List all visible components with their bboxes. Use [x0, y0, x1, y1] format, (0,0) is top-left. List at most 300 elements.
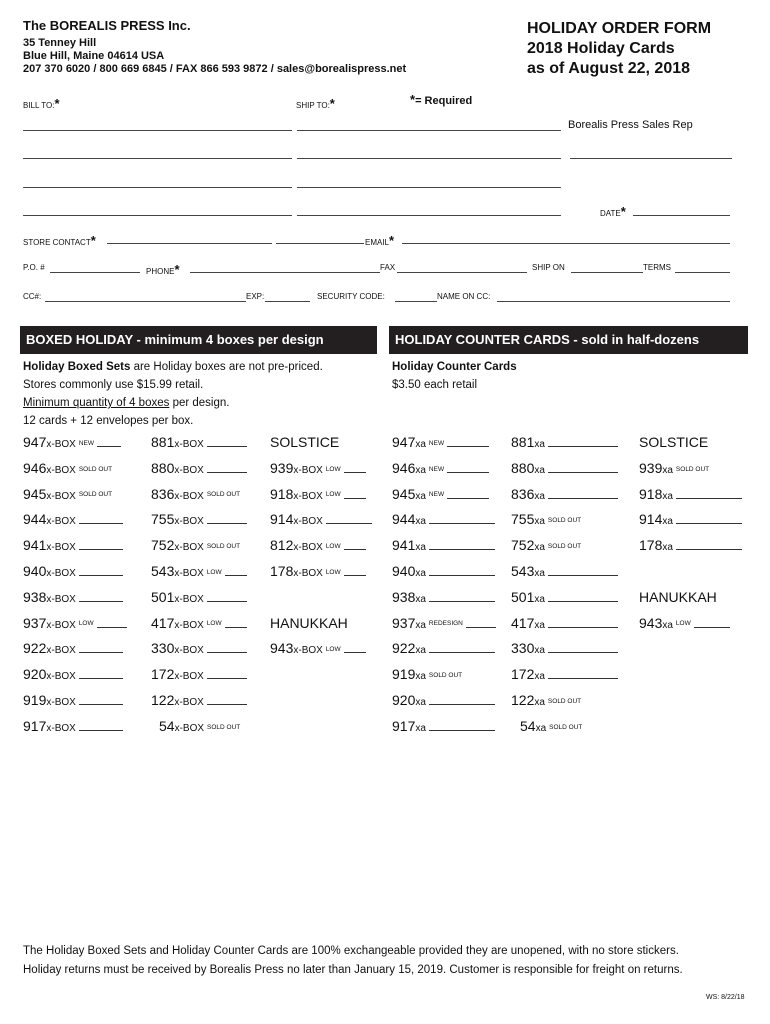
counter-item — [511, 511, 584, 527]
counter-item — [511, 692, 584, 708]
item-code: 944 — [392, 511, 416, 528]
counter-item — [639, 460, 712, 476]
item-suffix: x-BOX — [174, 593, 204, 605]
item-suffix: xa — [415, 697, 426, 708]
boxed-item — [151, 460, 247, 476]
item-suffix: x-BOX — [293, 542, 323, 554]
collection-heading: HANUKKAH — [639, 588, 717, 605]
item-suffix: x-BOX — [293, 464, 323, 476]
item-suffix: xa — [534, 645, 545, 657]
fax-field[interactable] — [397, 272, 527, 273]
counter-section-header: HOLIDAY COUNTER CARDS - sold in half-dozens — [389, 326, 748, 354]
ship-on-label: SHIP ON — [532, 263, 565, 272]
quantity-field[interactable] — [225, 565, 247, 576]
counter-item — [392, 563, 495, 579]
quantity-field[interactable] — [548, 488, 618, 499]
item-suffix: xa — [534, 568, 545, 579]
counter-item — [392, 666, 465, 682]
boxed-item — [151, 692, 247, 708]
item-code: 938 — [392, 588, 416, 605]
security-field[interactable] — [395, 301, 437, 302]
item-suffix: xa — [662, 516, 673, 528]
sales-rep-label: Borealis Press Sales Rep — [568, 119, 693, 131]
item-suffix: xa — [534, 464, 545, 476]
quantity-field[interactable] — [548, 617, 618, 628]
item-suffix: x-BOX — [174, 490, 204, 502]
item-code: 919 — [23, 692, 47, 708]
quantity-field[interactable] — [207, 462, 247, 473]
item-code: 752 — [151, 537, 175, 554]
item-status-note: SOLD OUT — [206, 542, 241, 550]
bill-to-line-4[interactable] — [23, 215, 292, 216]
item-code: 812 — [270, 537, 294, 554]
item-code: 937 — [392, 614, 416, 631]
item-suffix: xa — [534, 671, 545, 683]
boxed-intro: Holiday Boxed Sets are Holiday boxes are not pre-priced. Stores commonly use $15.99 retail. Minimum quantity of 4 boxes per design. 12 cards + 12 envelopes per box. — [23, 361, 323, 427]
exp-field[interactable] — [265, 301, 310, 302]
item-code: 947 — [23, 434, 47, 450]
company-address-line1: 35 Tenney Hill — [23, 37, 97, 49]
quantity-field[interactable] — [429, 539, 495, 550]
counter-item — [639, 486, 742, 502]
item-suffix: xa — [662, 619, 673, 631]
form-title: HOLIDAY ORDER FORM — [527, 20, 712, 37]
boxed-item — [23, 692, 123, 708]
item-suffix: x-BOX — [174, 619, 204, 631]
item-code: 940 — [23, 563, 47, 579]
item-suffix: x-BOX — [46, 439, 76, 450]
item-suffix: x-BOX — [174, 697, 204, 708]
counter-item — [511, 589, 618, 605]
quantity-field[interactable] — [79, 694, 123, 705]
quantity-field[interactable] — [207, 694, 247, 705]
quantity-field[interactable] — [207, 668, 247, 679]
boxed-item — [23, 718, 123, 734]
store-contact-field[interactable] — [107, 243, 272, 244]
item-status-note: NEW — [428, 491, 445, 499]
item-code: 947 — [392, 434, 416, 450]
item-code: 946 — [23, 459, 47, 476]
fax-label: FAX — [380, 263, 396, 272]
quantity-field[interactable] — [548, 591, 618, 602]
boxed-item — [151, 511, 247, 527]
item-suffix: x-BOX — [46, 568, 76, 579]
phone-label: PHONE* — [146, 262, 180, 277]
item-status-note: SOLD OUT — [549, 723, 583, 731]
boxed-item — [151, 640, 247, 656]
item-suffix: xa — [415, 593, 426, 605]
form-subtitle: 2018 Holiday Cards — [527, 40, 675, 57]
item-code: 178 — [270, 563, 294, 579]
counter-item — [511, 460, 618, 476]
date-label: DATE* — [600, 204, 626, 219]
item-code: 881 — [151, 434, 175, 450]
footer-line-2: Holiday returns must be received by Borealis Press no later than January 15, 2019. Customer is responsible for freight on returns. — [23, 964, 683, 976]
item-code: 945 — [23, 485, 47, 502]
ship-to-line-4[interactable] — [297, 215, 561, 216]
quantity-field[interactable] — [326, 513, 372, 524]
counter-item — [520, 718, 585, 734]
item-code: 939 — [639, 459, 663, 476]
quantity-field[interactable] — [225, 617, 247, 628]
item-suffix: x-BOX — [46, 593, 76, 605]
counter-item — [639, 511, 742, 527]
item-suffix: xa — [415, 490, 426, 502]
collection-heading: SOLSTICE — [639, 434, 709, 450]
item-code: 755 — [151, 511, 175, 528]
ship-to-label: SHIP TO:* — [296, 96, 335, 111]
boxed-item — [270, 460, 366, 476]
item-suffix: x-BOX — [174, 464, 204, 476]
cc-label: CC#: — [23, 292, 42, 301]
item-suffix: x-BOX — [174, 568, 204, 579]
item-code: 836 — [511, 485, 535, 502]
item-suffix: xa — [534, 619, 545, 631]
item-suffix: xa — [534, 593, 545, 605]
counter-item — [392, 615, 496, 631]
quantity-field[interactable] — [79, 642, 123, 653]
boxed-item — [270, 486, 366, 502]
item-status-note: SOLD OUT — [428, 671, 463, 679]
item-code: 917 — [23, 717, 47, 734]
item-code: 880 — [511, 459, 535, 476]
item-status-note: LOW — [325, 465, 341, 473]
item-status-note: LOW — [206, 568, 222, 576]
counter-item — [392, 486, 489, 502]
item-code: 417 — [511, 614, 535, 631]
quantity-field[interactable] — [344, 539, 366, 550]
name-on-cc-label: NAME ON CC: — [437, 292, 491, 301]
item-suffix: xa — [415, 542, 426, 554]
bill-to-line-3[interactable] — [23, 187, 292, 188]
quantity-field[interactable] — [548, 642, 618, 653]
counter-item — [392, 434, 489, 450]
quantity-field[interactable] — [344, 462, 366, 473]
terms-label: TERMS — [643, 263, 671, 272]
item-suffix: xa — [534, 542, 545, 554]
quantity-field[interactable] — [548, 565, 618, 576]
boxed-item — [151, 537, 243, 553]
boxed-item — [23, 537, 123, 553]
phone-field[interactable] — [190, 272, 380, 273]
date-field[interactable] — [633, 215, 730, 216]
quantity-field[interactable] — [548, 668, 618, 679]
item-status-note: LOW — [325, 491, 341, 499]
item-status-note: LOW — [675, 620, 691, 628]
counter-item — [639, 537, 742, 553]
name-on-cc-field[interactable] — [497, 301, 730, 302]
counter-item — [392, 692, 495, 708]
quantity-field[interactable] — [344, 565, 366, 576]
boxed-item — [151, 563, 247, 579]
item-code: 178 — [639, 537, 663, 554]
item-code: 945 — [392, 485, 416, 502]
item-code: 937 — [23, 614, 47, 631]
boxed-item — [23, 460, 115, 476]
item-suffix: x-BOX — [174, 516, 204, 528]
item-suffix: xa — [415, 619, 426, 631]
quantity-field[interactable] — [207, 642, 247, 653]
bill-to-label: BILL TO:* — [23, 96, 60, 111]
counter-item — [511, 615, 618, 631]
boxed-item — [270, 537, 366, 553]
quantity-field[interactable] — [447, 436, 489, 447]
item-code: 543 — [511, 563, 535, 579]
item-code: 914 — [270, 511, 294, 528]
item-status-note: SOLD OUT — [675, 465, 710, 473]
item-code: 939 — [270, 459, 294, 476]
counter-item — [392, 511, 495, 527]
item-suffix: xa — [662, 490, 673, 502]
company-address-line2: Blue Hill, Maine 04614 USA — [23, 50, 165, 62]
item-suffix: x-BOX — [293, 568, 323, 579]
company-name: The BOREALIS PRESS Inc. — [23, 18, 191, 33]
boxed-item — [23, 589, 123, 605]
email-field[interactable] — [402, 243, 730, 244]
boxed-item — [23, 615, 127, 631]
item-code: 417 — [151, 614, 175, 631]
item-status-note: LOW — [325, 542, 341, 550]
quantity-field[interactable] — [79, 720, 123, 731]
ship-to-line-1[interactable] — [297, 130, 561, 131]
quantity-field[interactable] — [429, 720, 495, 731]
collection-heading: SOLSTICE — [270, 434, 340, 450]
item-code: 752 — [511, 537, 535, 554]
item-code: 122 — [151, 692, 175, 708]
item-suffix: x-BOX — [293, 645, 323, 657]
po-label: P.O. # — [23, 263, 45, 272]
item-code: 918 — [270, 485, 294, 502]
collection-heading: HANUKKAH — [270, 614, 348, 631]
quantity-field[interactable] — [676, 513, 742, 524]
boxed-section-header: BOXED HOLIDAY - minimum 4 boxes per design — [20, 326, 377, 354]
item-suffix: x-BOX — [46, 697, 76, 708]
item-suffix: xa — [534, 697, 545, 708]
counter-item — [639, 615, 730, 631]
store-contact-label: STORE CONTACT* — [23, 233, 96, 248]
item-status-note: SOLD OUT — [206, 491, 241, 499]
item-status-note: LOW — [206, 620, 222, 628]
quantity-field[interactable] — [207, 591, 247, 602]
quantity-field[interactable] — [447, 462, 489, 473]
form-date-line: as of August 22, 2018 — [527, 60, 691, 77]
item-status-note: SOLD OUT — [207, 723, 241, 731]
counter-item — [511, 486, 618, 502]
bill-to-line-1[interactable] — [23, 130, 292, 131]
boxed-item — [23, 640, 123, 656]
item-suffix: x-BOX — [174, 439, 204, 450]
footer-line-1: The Holiday Boxed Sets and Holiday Counter Cards are 100% exchangeable provided they are unopened, with no store stickers. — [23, 945, 679, 957]
quantity-field[interactable] — [548, 436, 618, 447]
required-star: * — [54, 96, 60, 111]
quantity-field[interactable] — [207, 513, 247, 524]
required-star: * — [329, 96, 335, 111]
counter-item — [511, 563, 618, 579]
item-code: 946 — [392, 459, 416, 476]
quantity-field[interactable] — [79, 513, 123, 524]
quantity-field[interactable] — [79, 591, 123, 602]
item-status-note: SOLD OUT — [547, 517, 582, 525]
item-suffix: x-BOX — [46, 490, 76, 502]
item-suffix: xa — [534, 490, 545, 502]
item-code: 944 — [23, 511, 47, 528]
item-code: 938 — [23, 588, 47, 605]
item-code: 917 — [392, 717, 416, 734]
cc-field[interactable] — [45, 301, 246, 302]
item-code: 919 — [392, 666, 416, 683]
store-contact-field-2[interactable] — [276, 243, 364, 244]
quantity-field[interactable] — [97, 436, 121, 447]
quantity-field[interactable] — [676, 539, 742, 550]
quantity-field[interactable] — [79, 668, 123, 679]
company-contact: 207 370 6020 / 800 669 6845 / FAX 866 593 9872 / sales@borealispress.net — [23, 63, 407, 75]
counter-item — [511, 434, 618, 450]
quantity-field[interactable] — [429, 591, 495, 602]
quantity-field[interactable] — [79, 565, 123, 576]
item-status-note: SOLD OUT — [547, 697, 582, 705]
item-code: 918 — [639, 485, 663, 502]
boxed-item — [23, 434, 121, 450]
item-suffix: xa — [662, 464, 673, 476]
item-status-note: NEW — [428, 465, 445, 473]
po-field[interactable] — [50, 272, 140, 273]
item-status-note: REDESIGN — [428, 620, 463, 628]
item-status-note: SOLD OUT — [78, 491, 113, 499]
quantity-field[interactable] — [429, 694, 495, 705]
item-code: 943 — [639, 614, 663, 631]
quantity-field[interactable] — [694, 617, 730, 628]
item-suffix: xa — [415, 464, 426, 476]
item-suffix: x-BOX — [46, 671, 76, 683]
quantity-field[interactable] — [344, 488, 366, 499]
item-suffix: xa — [534, 439, 545, 450]
item-code: 54 — [520, 717, 536, 734]
ship-on-field[interactable] — [571, 272, 643, 273]
counter-item — [511, 666, 618, 682]
item-suffix: x-BOX — [46, 542, 76, 554]
counter-item — [511, 640, 618, 656]
boxed-item — [23, 666, 123, 682]
boxed-item — [270, 563, 366, 579]
item-code: 330 — [151, 640, 175, 657]
counter-item — [392, 718, 495, 734]
item-code: 922 — [392, 640, 416, 657]
ws-date: WS: 8/22/18 — [706, 994, 745, 1001]
boxed-item — [270, 511, 372, 527]
item-suffix: x-BOX — [174, 542, 204, 554]
item-code: 943 — [270, 640, 294, 657]
item-suffix: xa — [415, 722, 426, 734]
item-suffix: x-BOX — [46, 516, 76, 528]
sales-rep-field[interactable] — [570, 158, 732, 159]
counter-item — [392, 460, 489, 476]
item-code: 941 — [23, 537, 47, 554]
item-status-note: LOW — [325, 568, 341, 576]
quantity-field[interactable] — [79, 539, 123, 550]
item-code: 122 — [511, 692, 535, 708]
bill-to-line-2[interactable] — [23, 158, 292, 159]
item-code: 172 — [511, 666, 535, 683]
quantity-field[interactable] — [344, 642, 366, 653]
item-code: 941 — [392, 537, 416, 554]
quantity-field[interactable] — [429, 513, 495, 524]
quantity-field[interactable] — [207, 436, 247, 447]
quantity-field[interactable] — [548, 462, 618, 473]
item-code: 501 — [151, 588, 175, 605]
ship-to-line-2[interactable] — [297, 158, 561, 159]
item-code: 836 — [151, 485, 175, 502]
item-code: 940 — [392, 563, 416, 579]
item-suffix: xa — [415, 439, 426, 450]
item-suffix: x-BOX — [46, 645, 76, 657]
item-code: 330 — [511, 640, 535, 657]
item-suffix: x-BOX — [174, 722, 205, 734]
quantity-field[interactable] — [676, 488, 742, 499]
item-suffix: xa — [662, 542, 673, 554]
item-code: 881 — [511, 434, 535, 450]
item-suffix: xa — [415, 671, 426, 683]
boxed-item — [23, 511, 123, 527]
item-code: 920 — [23, 666, 47, 683]
item-code: 880 — [151, 459, 175, 476]
quantity-field[interactable] — [447, 488, 489, 499]
item-code: 172 — [151, 666, 175, 683]
item-status-note: LOW — [325, 646, 341, 654]
email-label: EMAIL* — [365, 233, 395, 248]
item-suffix: x-BOX — [293, 516, 323, 528]
counter-item — [392, 640, 495, 656]
counter-item — [392, 589, 495, 605]
quantity-field[interactable] — [429, 642, 495, 653]
item-suffix: x-BOX — [174, 645, 204, 657]
counter-item — [511, 537, 584, 553]
quantity-field[interactable] — [429, 565, 495, 576]
item-suffix: xa — [415, 645, 426, 657]
item-code: 54 — [159, 717, 175, 734]
item-status-note: SOLD OUT — [547, 542, 582, 550]
counter-item — [392, 537, 495, 553]
item-suffix: x-BOX — [293, 490, 323, 502]
item-suffix: xa — [415, 516, 426, 528]
boxed-item — [151, 589, 247, 605]
item-suffix: x-BOX — [174, 671, 204, 683]
item-status-note: SOLD OUT — [78, 465, 113, 473]
security-label: SECURITY CODE: — [317, 292, 385, 301]
quantity-field[interactable] — [466, 617, 496, 628]
item-suffix: x-BOX — [46, 619, 76, 631]
quantity-field[interactable] — [97, 617, 127, 628]
ship-to-line-3[interactable] — [297, 187, 561, 188]
boxed-item — [23, 486, 115, 502]
exp-label: EXP: — [246, 292, 265, 301]
item-code: 543 — [151, 563, 175, 579]
item-suffix: x-BOX — [46, 464, 76, 476]
boxed-item — [151, 486, 243, 502]
item-code: 501 — [511, 588, 535, 605]
required-note: *= Required — [410, 92, 473, 107]
item-suffix: xa — [534, 516, 545, 528]
item-suffix: x-BOX — [46, 722, 76, 734]
boxed-item — [151, 615, 247, 631]
item-suffix: xa — [415, 568, 426, 579]
terms-field[interactable] — [675, 272, 730, 273]
boxed-item — [270, 640, 366, 656]
item-suffix: xa — [535, 722, 547, 734]
item-code: 922 — [23, 640, 47, 657]
item-code: 914 — [639, 511, 663, 528]
item-status-note: NEW — [78, 439, 94, 447]
boxed-item — [159, 718, 243, 734]
